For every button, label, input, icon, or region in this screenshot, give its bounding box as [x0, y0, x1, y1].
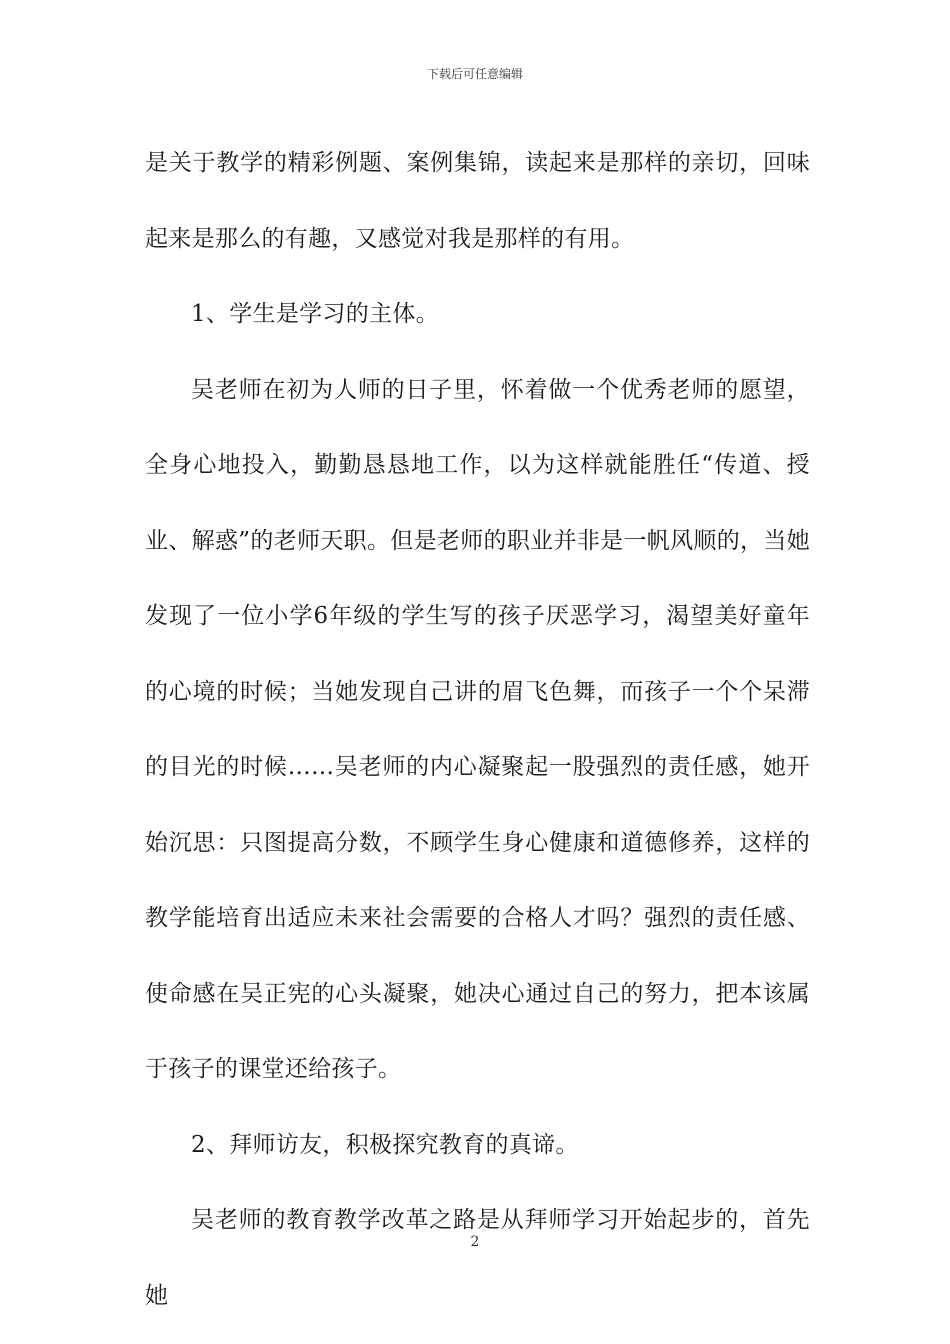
paragraph-heading-2: 2、拜师访友，积极探究教育的真谛。: [191, 1131, 579, 1158]
page-header: 下载后可任意编辑: [426, 67, 523, 81]
paragraph-1: 是关于教学的精彩例题、案例集锦，读起来是那样的亲切，回味起来是那么的有趣，又感觉对我是那样的有用。: [145, 150, 810, 252]
page-number: 2: [470, 1234, 480, 1250]
paragraph-heading-1: 1、学生是学习的主体。: [191, 301, 439, 327]
paragraph-2: 吴老师在初为人师的日子里，怀着做一个优秀老师的愿望，全身心地投入，勤勤恳恳地工作，以为这样就能胜任“传道、授业、解惑”的老师天职。但是老师的职业并非是一帆风顺的，当她发现了一位小学6年级的学生写的孩子厌恶学习，渴望美好童年的心境的时候；当她发现自己讲的眉飞色舞，而孩子一个个呆滞的目光的时候……吴老师的内心凝聚起一股强烈的责任感，她开始沉思：只图提高分数，不顾学生身心健康和道德修养，这样的教学能培育出适应未来社会需要的合格人才吗？强烈的责任感、使命感在吴正宪的心头凝聚，她决心通过自己的努力，把本该属于孩子的课堂还给孩子。: [145, 376, 810, 1082]
paragraph-3: 吴老师的教育教学改革之路是从拜师学习开始起步的，首先她: [145, 1207, 810, 1309]
document-body: [145, 126, 810, 1334]
